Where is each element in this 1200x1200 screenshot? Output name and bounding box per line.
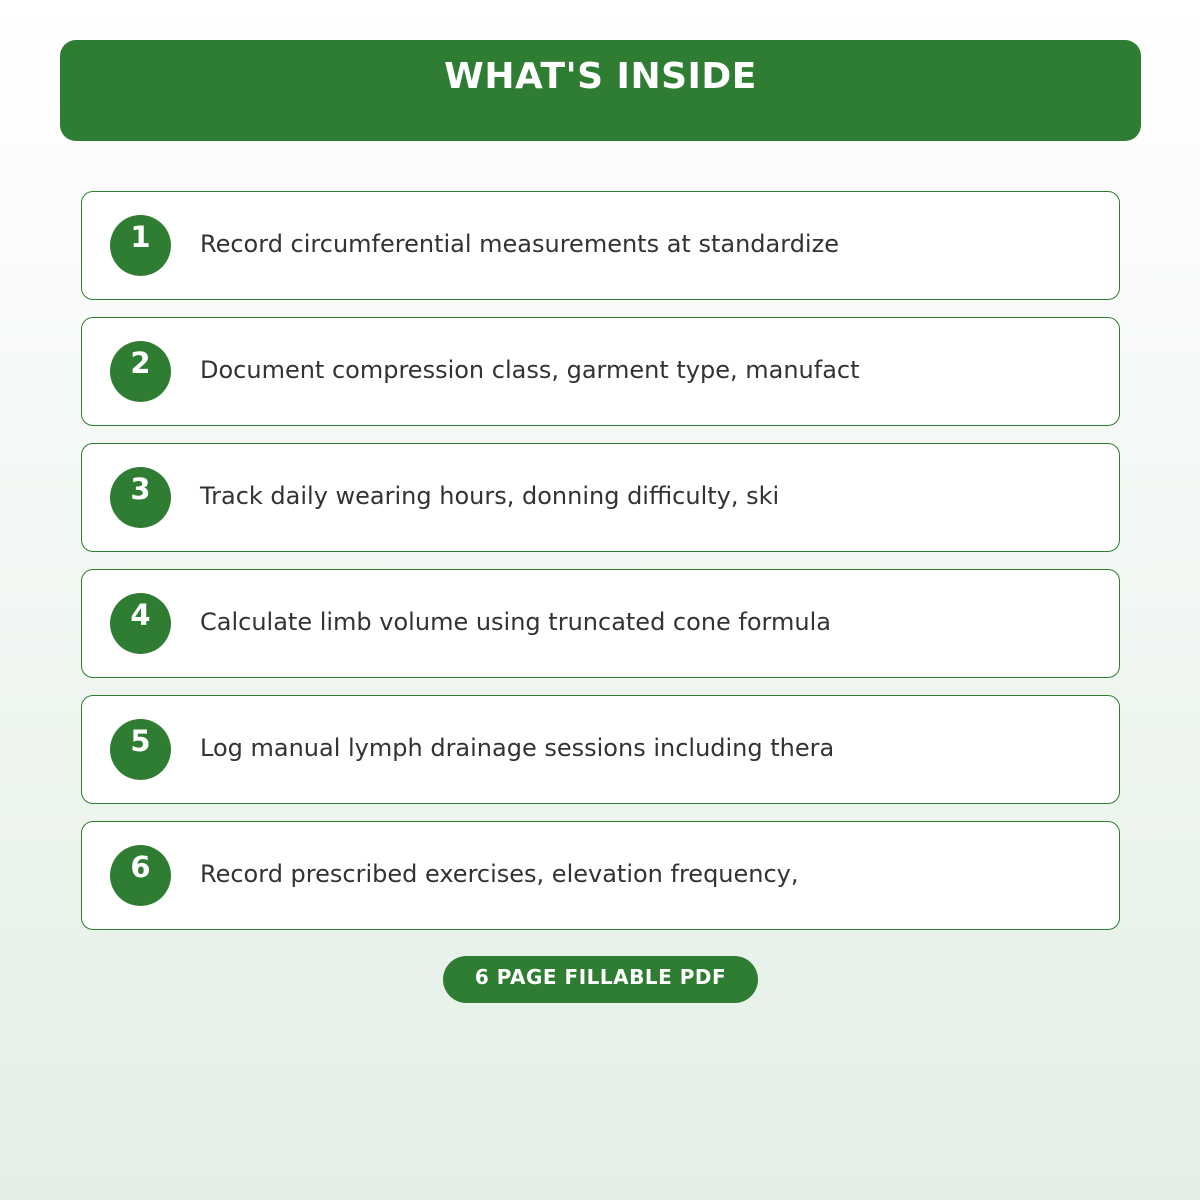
item-text: Calculate limb volume using truncated cone formula [200, 608, 831, 636]
page-count-badge [443, 956, 758, 1003]
number-badge [110, 341, 171, 402]
page-title: WHAT'S INSIDE [444, 56, 757, 97]
item-text: Track daily wearing hours, donning difficulty, ski [200, 482, 780, 510]
list-item [81, 317, 1120, 426]
item-number: 5 [130, 724, 151, 758]
item-number: 3 [130, 472, 151, 506]
number-badge [110, 719, 171, 780]
list-item [81, 695, 1120, 804]
item-text: Record prescribed exercises, elevation frequency, [200, 860, 799, 888]
item-number: 1 [130, 220, 151, 254]
number-badge [110, 215, 171, 276]
list-item [81, 443, 1120, 552]
feature-list [81, 191, 1120, 947]
list-item [81, 569, 1120, 678]
number-badge [110, 467, 171, 528]
list-item [81, 821, 1120, 930]
item-text: Record circumferential measurements at standardize [200, 230, 839, 258]
badge-label: 6 PAGE FILLABLE PDF [474, 965, 727, 989]
number-badge [110, 845, 171, 906]
item-text: Log manual lymph drainage sessions including thera [200, 734, 835, 762]
number-badge [110, 593, 171, 654]
header-banner [60, 40, 1141, 141]
item-text: Document compression class, garment type, manufact [200, 356, 860, 384]
list-item [81, 191, 1120, 300]
item-number: 6 [130, 850, 151, 884]
item-number: 2 [130, 346, 151, 380]
item-number: 4 [130, 598, 151, 632]
